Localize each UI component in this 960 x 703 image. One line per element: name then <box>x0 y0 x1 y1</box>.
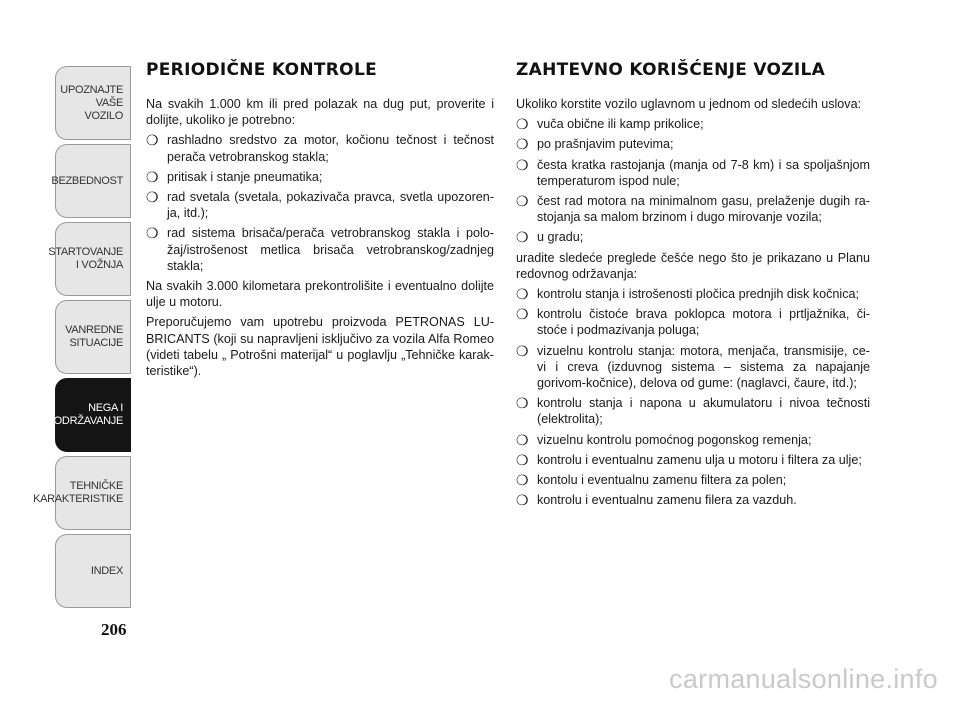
bullet-icon: ❍ <box>146 132 159 149</box>
bullet-icon: ❍ <box>516 229 529 246</box>
list-item <box>516 432 870 448</box>
item-text: vuča obične ili kamp prikolice; <box>537 117 704 132</box>
bullet-icon: ❍ <box>516 156 529 173</box>
tab-label: BEZBEDNOST <box>51 174 123 187</box>
check-list <box>146 132 494 274</box>
item-text: kontrolu čistoće brava poklopca motora i prtljažnika, či-stoće i podmazivanja poluga; <box>537 307 870 338</box>
list-item <box>516 452 870 468</box>
item-text: kontrolu stanja i napona u akumulatoru i nivoa tečnosti (elektrolita); <box>537 396 870 427</box>
periodic-checks-section <box>146 58 494 383</box>
list-item <box>516 286 870 302</box>
list-item <box>516 193 870 225</box>
bullet-icon: ❍ <box>516 306 529 323</box>
list-item <box>146 169 494 185</box>
bullet-icon: ❍ <box>146 189 159 206</box>
list-item <box>146 189 494 221</box>
bullet-icon: ❍ <box>146 168 159 185</box>
list-item <box>516 229 870 245</box>
bullet-icon: ❍ <box>516 136 529 153</box>
item-text: rad sistema brisača/perača vetrobranskog stakla i polo-žaj/istrošenost metlica brisača vetrobranskog/zadnjeg stakla; <box>167 226 494 273</box>
item-text: vizuelnu kontrolu pomoćnog pogonskog remenja; <box>537 432 812 447</box>
item-text: kontrolu i eventualnu zamenu ulja u motoru i filtera za ulje; <box>537 452 862 467</box>
tab-label: STARTOVANJE <box>48 246 123 258</box>
middle-paragraph: uradite sledeće preglede češće nego što je prikazano u Planu redovnog održavanja: <box>516 250 870 281</box>
section-title: ZAHTEVNO KORIŠĆENJE VOZILA <box>516 60 826 80</box>
tab-bezbednost[interactable] <box>51 144 131 218</box>
recommendation-paragraph: Preporučujemo vam upotrebu proizvoda PETRONAS LU-BRICANTS (koji su napravljeni isključivo za vozila Alfa Romeo (videti tabelu „ Potrošni materijal“ u poglavlju „Tehničke karak-teristike“). <box>146 315 494 379</box>
item-text: vizuelnu kontrolu stanja: motora, menjača, transmisije, ce-vi i creva (izduvnog sistema – sistema za napajanje gorivom-kočnice), delova od gume: (naglavci, čaure, itd.); <box>537 343 870 391</box>
tab-label: UPOZNAJTE <box>60 83 123 96</box>
list-item <box>516 395 870 427</box>
list-item <box>516 492 870 508</box>
tab-label: VANREDNE <box>65 324 123 336</box>
tab-label: NEGA I <box>88 402 123 414</box>
page-number: 206 <box>101 620 127 639</box>
tab-upoznajte[interactable] <box>55 66 131 140</box>
conditions-list <box>516 116 870 245</box>
demanding-use-section <box>516 58 870 512</box>
tab-label: TEHNIČKE <box>69 480 123 492</box>
item-text: rad svetala (svetala, pokazivača pravca, svetla upozoren-ja, itd.); <box>167 190 494 221</box>
bullet-icon: ❍ <box>516 431 529 448</box>
intro-paragraph: Ukoliko korstite vozilo uglavnom u jednom od sledećih uslova: <box>516 97 862 111</box>
bullet-icon: ❍ <box>516 451 529 468</box>
bullet-icon: ❍ <box>516 472 529 489</box>
tab-label: I VOŽNJA <box>75 259 123 271</box>
item-text: kontolu i eventualnu zamenu filtera za polen; <box>537 473 787 488</box>
item-text: kontrolu stanja i istrošenosti pločica prednjih disk kočnica; <box>537 287 860 302</box>
bullet-icon: ❍ <box>516 395 529 412</box>
tab-label: VAŠE VOZILO <box>84 96 123 122</box>
item-text: kontrolu i eventualnu zamenu filera za vazduh. <box>537 493 797 508</box>
bullet-icon: ❍ <box>516 116 529 133</box>
tab-label: INDEX <box>90 564 123 577</box>
bullet-icon: ❍ <box>516 286 529 303</box>
bullet-icon: ❍ <box>516 492 529 509</box>
list-item <box>146 225 494 274</box>
item-text: rashladno sredstvo za motor, kočionu tečnost i tečnost perača vetrobranskog stakla; <box>167 133 494 164</box>
checks-list <box>516 286 870 508</box>
item-text: česta kratka rastojanja (manja od 7-8 km) i sa spoljašnjom temperaturom ispod nule; <box>537 157 870 188</box>
tab-nega-odrzavanje[interactable] <box>55 378 131 452</box>
bullet-icon: ❍ <box>516 342 529 359</box>
tab-label: ODRŽAVANJE <box>53 415 123 427</box>
item-text: pritisak i stanje pneumatika; <box>167 169 323 184</box>
oil-paragraph: Na svakih 3.000 kilometara prekontrolišite i eventualno dolijte ulje u motoru. <box>146 279 494 310</box>
intro-paragraph: Na svakih 1.000 km ili pred polazak na dug put, proverite i dolijte, ukoliko je potrebno: <box>146 97 494 128</box>
tab-label: KARAKTERISTIKE <box>33 493 123 505</box>
tab-label: SITUACIJE <box>69 337 123 349</box>
tab-index[interactable] <box>55 534 131 608</box>
list-item <box>516 136 870 152</box>
item-text: po prašnjavim putevima; <box>537 137 674 152</box>
list-item <box>516 157 870 189</box>
bullet-icon: ❍ <box>146 225 159 242</box>
tab-tehnicke[interactable] <box>33 456 131 530</box>
tab-startovanje[interactable] <box>48 222 131 296</box>
list-item <box>516 116 870 132</box>
item-text: čest rad motora na minimalnom gasu, prelaženje dugih ra-stojanja sa malom brzinom i dugo mirovanje vozila; <box>537 194 870 225</box>
list-item <box>516 472 870 488</box>
section-title: PERIODIČNE KONTROLE <box>146 60 377 80</box>
list-item <box>146 132 494 164</box>
bullet-icon: ❍ <box>516 193 529 210</box>
tab-vanredne[interactable] <box>55 300 131 374</box>
list-item <box>516 306 870 338</box>
item-text: u gradu; <box>537 230 584 245</box>
list-item <box>516 343 870 392</box>
watermark: carmanualsonline.info <box>669 664 938 694</box>
